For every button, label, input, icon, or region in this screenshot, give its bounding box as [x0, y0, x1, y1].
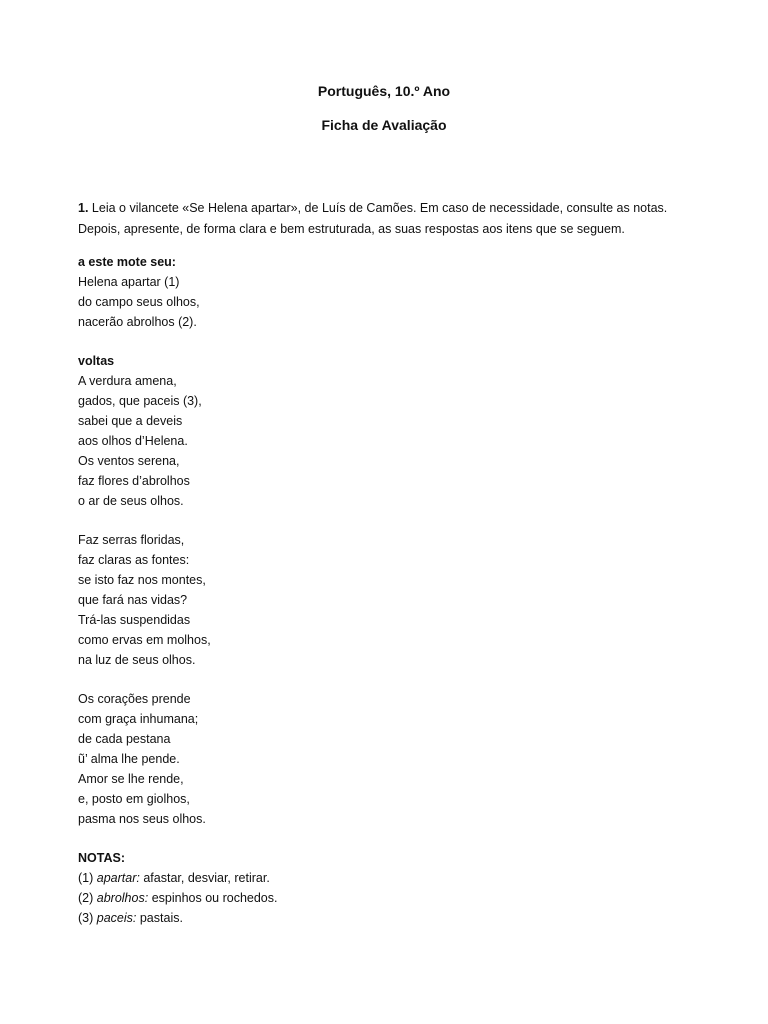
page-subtitle: Ficha de Avaliação: [321, 117, 447, 133]
note-term: apartar:: [96, 871, 140, 885]
poem-line: sabei que a deveis: [78, 414, 183, 428]
poem-line: como ervas em molhos,: [78, 633, 211, 647]
poem-line: faz flores d’abrolhos: [78, 474, 190, 488]
note-number: (1): [78, 871, 94, 885]
note-item: [78, 888, 478, 908]
note-item: [78, 868, 478, 888]
voltas-heading: voltas: [78, 354, 115, 368]
poem-line: pasma nos seus olhos.: [78, 812, 206, 826]
poem-line: o ar de seus olhos.: [78, 494, 184, 508]
poem-line: gados, que paceis (3),: [78, 394, 202, 408]
poem-line: com graça inhumana;: [78, 712, 199, 726]
poem: [78, 252, 478, 928]
note-term: abrolhos:: [96, 891, 149, 905]
poem-line: Trá-las suspendidas: [78, 613, 191, 627]
note-number: (2): [78, 891, 94, 905]
note-definition: espinhos ou rochedos.: [151, 891, 278, 905]
question-text-line-1: Leia o vilancete «Se Helena apartar», de Luís de Camões. Em caso de necessidade, consulte as notas.: [91, 201, 668, 215]
question-1: [78, 198, 698, 240]
poem-line: faz claras as fontes:: [78, 553, 190, 567]
note-item: [78, 908, 478, 928]
notes-heading: NOTAS:: [78, 851, 125, 865]
note-definition: afastar, desviar, retirar.: [143, 871, 270, 885]
poem-line: Faz serras floridas,: [78, 533, 185, 547]
mote-heading: a este mote seu:: [78, 255, 176, 269]
note-definition: pastais.: [139, 911, 183, 925]
poem-line: que fará nas vidas?: [78, 593, 188, 607]
poem-line: Os corações prende: [78, 692, 191, 706]
page-title: Português, 10.º Ano: [317, 83, 451, 99]
poem-line: A verdura amena,: [78, 374, 177, 388]
poem-line: do campo seus olhos,: [78, 295, 200, 309]
poem-line: Os ventos serena,: [78, 454, 180, 468]
note-number: (3): [78, 911, 94, 925]
poem-line: na luz de seus olhos.: [78, 653, 196, 667]
poem-line: nacerão abrolhos (2).: [78, 315, 197, 329]
question-number: 1.: [78, 201, 89, 215]
poem-line: ũ’ alma lhe pende.: [78, 752, 180, 766]
poem-line: Amor se lhe rende,: [78, 772, 184, 786]
poem-line: se isto faz nos montes,: [78, 573, 206, 587]
poem-line: de cada pestana: [78, 732, 171, 746]
note-term: paceis:: [96, 911, 137, 925]
poem-line: e, posto em giolhos,: [78, 792, 190, 806]
poem-line: aos olhos d’Helena.: [78, 434, 188, 448]
poem-line: Helena apartar (1): [78, 275, 180, 289]
question-text-line-2: Depois, apresente, de forma clara e bem estruturada, as suas respostas aos itens que se seguem.: [78, 222, 625, 236]
